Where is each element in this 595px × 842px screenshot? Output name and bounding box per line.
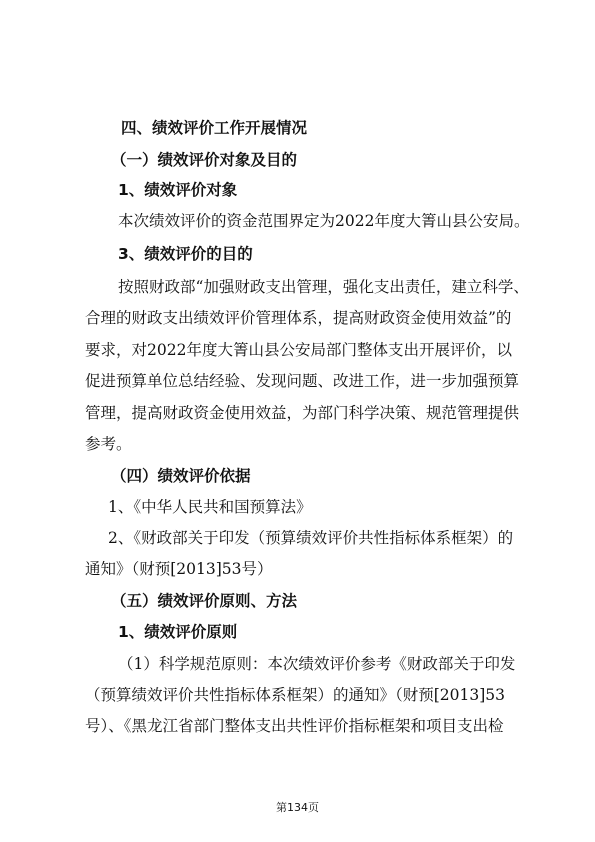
page-number: 第134页 — [276, 801, 319, 814]
subsection-heading: （五）绩效评价原则、方法 — [111, 592, 298, 610]
paragraph-line: 管理，提高财政资金使用效益，为部门科学决策、规范管理提供 — [85, 404, 520, 422]
list-item: 通知》（财预[2013]53号） — [85, 560, 273, 578]
paragraph-line: 按照财政部“加强财政支出管理，强化支出责任，建立科学、 — [118, 278, 529, 296]
item-heading: 1、绩效评价原则 — [118, 623, 238, 641]
paragraph-line: 本次绩效评价的资金范围界定为2022年度大箐山县公安局。 — [118, 212, 530, 230]
paragraph-line: （1）科学规范原则：本次绩效评价参考《财政部关于印发 — [118, 655, 516, 673]
list-item: 2、《财政部关于印发（预算绩效评价共性指标体系框架）的 — [108, 529, 514, 547]
subsection-heading: （四）绩效评价依据 — [111, 467, 251, 485]
item-heading: 1、绩效评价对象 — [118, 181, 238, 199]
paragraph-line: （预算绩效评价共性指标体系框架）的通知》（财预[2013]53 — [85, 686, 506, 704]
item-heading: 3、绩效评价的目的 — [118, 245, 253, 263]
paragraph-line: 参考。 — [85, 435, 132, 453]
paragraph-line: 号）、《黑龙江省部门整体支出共性评价指标框架和项目支出检 — [85, 717, 504, 735]
paragraph-line: 促进预算单位总结经验、发现问题、改进工作，进一步加强预算 — [85, 372, 520, 390]
section-heading: 四、绩效评价工作开展情况 — [121, 119, 308, 137]
paragraph-line: 合理的财政支出绩效评价管理体系，提高财政资金使用效益”的 — [85, 309, 512, 327]
list-item: 1、《中华人民共和国预算法》 — [108, 498, 312, 516]
subsection-heading: （一）绩效评价对象及目的 — [111, 151, 298, 169]
paragraph-line: 要求，对2022年度大箐山县公安局部门整体支出开展评价，以 — [85, 341, 512, 359]
